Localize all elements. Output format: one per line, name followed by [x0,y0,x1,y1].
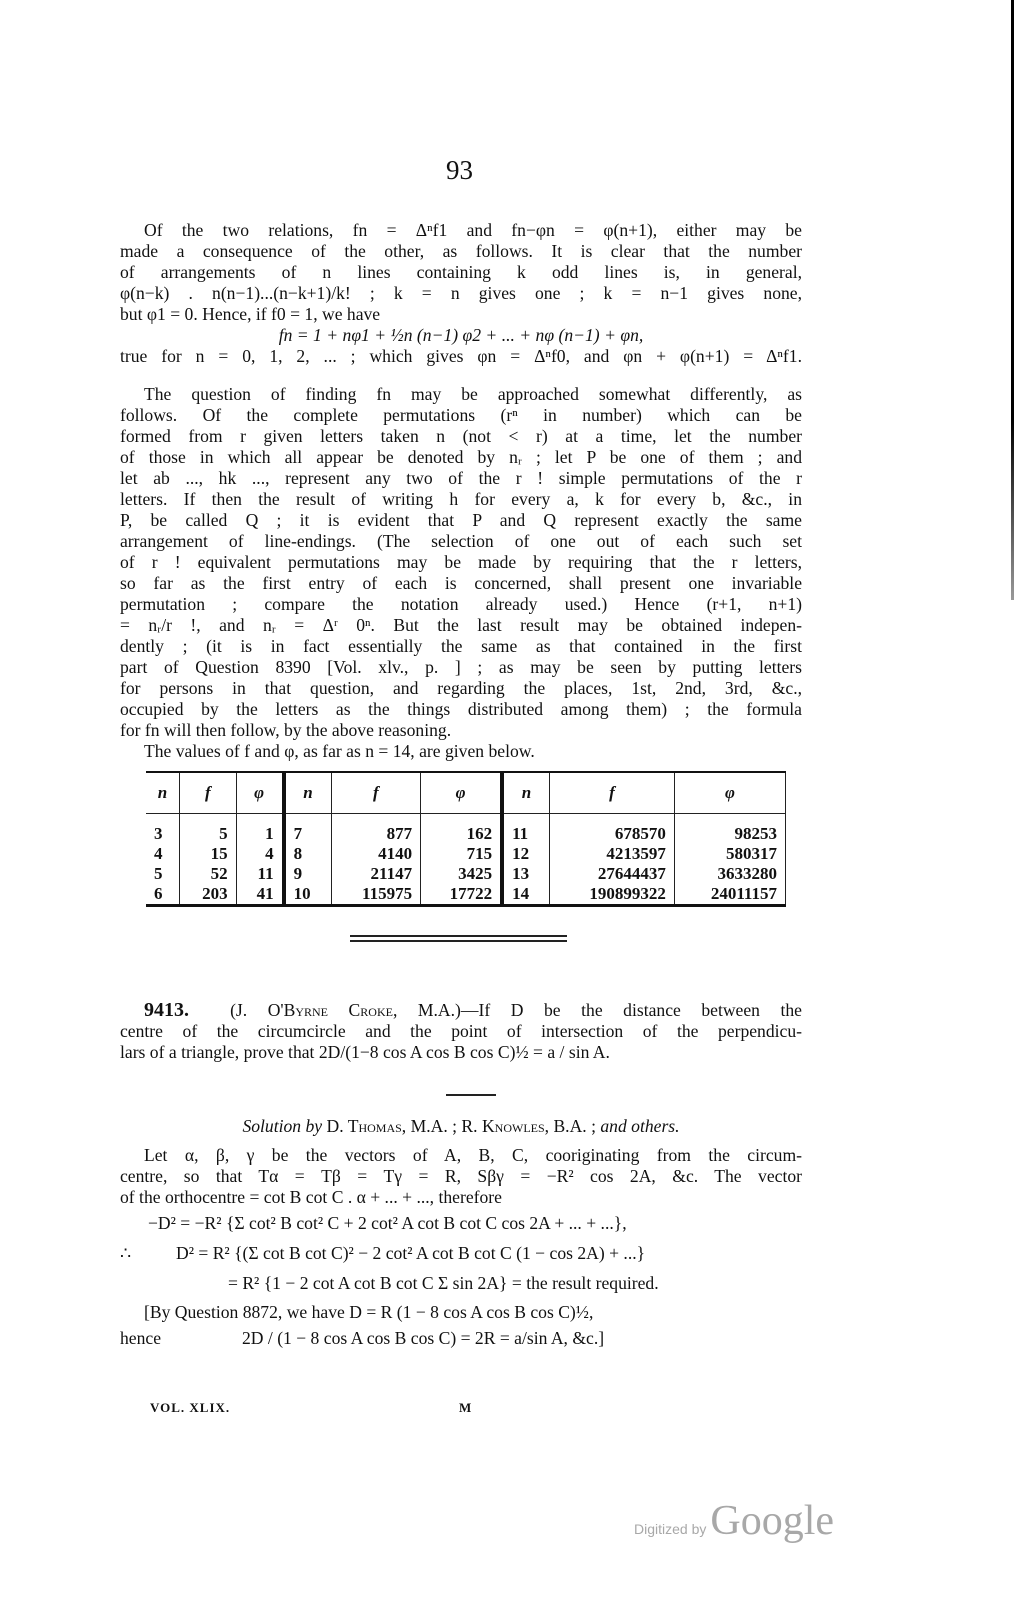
table-cell: 41 [236,884,283,906]
google-watermark [634,1497,834,1545]
hence-word: hence [120,1328,162,1348]
table-cell: 580317 [674,844,785,864]
text-line: centre, so that Tα = Tβ = Tγ = R, Sβγ = −R² cos 2A, &c. The vector [120,1166,802,1186]
page-edge-shadow [1011,0,1014,600]
note-line: 2D / (1 − 8 cos A cos B cos C) = 2R = a/sin A, &c.] [242,1328,605,1348]
text-line: of arrangements of n lines containing k odd lines is, in general, [120,262,802,282]
table-intro: The values of f and φ, as far as n = 14, are given below. [144,741,535,761]
table-cell: 10 [284,884,331,906]
table-header-row [146,772,786,814]
table-cell: 4140 [331,844,421,864]
solution [120,1116,802,1350]
values-table [146,771,786,907]
table-cell: 7 [284,814,331,845]
table-cell: 12 [502,844,549,864]
second-paragraph [120,384,802,762]
text-line: lars of a triangle, prove that 2D/(1−8 cos A cos B cos C)½ = a / sin A. [120,1042,610,1062]
solution-heading [120,1116,802,1137]
text-line: formed from r given letters taken n (not < r) at a time, let the number [120,426,802,446]
table-row [146,864,786,884]
text-line: part of Question 8390 [Vol. xlv., p. ] ; as may be seen by putting letters [120,657,802,677]
table-cell: 4213597 [549,844,674,864]
equation-row [120,1238,802,1268]
therefore-symbol: ∴ [120,1243,132,1263]
table-cell: 14 [502,884,549,906]
table-cell: 190899322 [549,884,674,906]
table-cell: 98253 [674,814,785,845]
table-cell: 715 [421,844,502,864]
text-line: The question of finding fn may be approached somewhat differently, as [144,384,802,404]
question-9413 [120,1000,802,1063]
text-line: Of the two relations, fn = Δⁿf1 and fn−φn = φ(n+1), either may be [144,220,802,240]
table-cell: 8 [284,844,331,864]
text-line: P, be called Q ; it is evident that P and Q represent exactly the same [120,510,802,530]
text-line: occupied by the letters as the things distributed among them) ; the formula [120,699,802,719]
table-cell: 678570 [549,814,674,845]
table-row [146,884,786,906]
table-cell: 3 [154,824,163,843]
col-header-n: n [284,772,331,814]
col-header-f: f [331,772,421,814]
text-line: —If D be the distance between the [460,1000,802,1020]
google-logo: Google [710,1498,835,1544]
text-line: so far as the first entry of each is concerned, shall present one invariable [120,573,802,593]
text-line: Let α, β, γ be the vectors of A, B, C, cooriginating from the circum- [144,1145,802,1165]
table-cell: 15 [179,844,236,864]
text-line: letters. If then the result of writing h for every a, k for every b, &c., in [120,489,802,509]
table-cell: 162 [421,814,502,845]
table-cell: 6 [154,884,163,903]
table-cell: 24011157 [674,884,785,906]
col-header-phi: φ [236,772,283,814]
table-cell: 27644437 [549,864,674,884]
solution-others: and others. [600,1116,680,1136]
table-cell: 11 [502,814,549,845]
text-line: let ab ..., hk ..., represent any two of the r ! simple permutations of the r [120,468,802,488]
table-cell: 5 [154,864,163,883]
table-row [146,844,786,864]
text-line: of those in which all appear be denoted by nᵣ ; let P be one of them ; and [120,447,802,467]
question-number: 9413. [144,999,189,1021]
text-line: dently ; (it is in fact essentially the same as that contained in the first [120,636,802,656]
question-author: (J. O'Byrne Croke, M.A.) [230,1000,461,1020]
col-header-n: n [502,772,549,814]
col-header-n: n [146,772,179,814]
table-row [146,814,786,845]
table-cell: 21147 [331,864,421,884]
table-cell: 3425 [421,864,502,884]
text-line: permutation ; compare the notation already used.) Hence (r+1, n+1) [120,594,802,614]
table-cell: 1 [236,814,283,845]
col-header-f: f [549,772,674,814]
text-line: φ(n−k) . n(n−1)...(n−k+1)/k! ; k = n gives one ; k = n−1 gives none, [120,283,802,303]
question-first-line [120,1000,802,1021]
text-line: true for n = 0, 1, 2, ... ; which gives φn = Δⁿf0, and φn + φ(n+1) = Δⁿf1. [120,346,802,366]
equation: −D² = −R² {Σ cot² B cot² C + 2 cot² A cot B cot C cos 2A + ... + ...}, [148,1213,627,1233]
col-header-f: f [179,772,236,814]
table-cell: 4 [154,844,163,863]
text-line: centre of the circumcircle and the point of intersection of the perpendicu- [120,1021,802,1041]
solution-by: Solution by [242,1116,323,1136]
text-line: made a consequence of the other, as follows. It is clear that the number [120,241,802,261]
table-cell: 877 [331,814,421,845]
table-cell: 52 [179,864,236,884]
equation: D² = R² {(Σ cot B cot C)² − 2 cot² A cot B cot C (1 − cos 2A) + ...} [176,1243,646,1263]
table-cell: 9 [284,864,331,884]
intro-paragraph [120,220,802,367]
table-cell: 5 [179,814,236,845]
col-header-phi: φ [674,772,785,814]
text-line: = nᵣ/r !, and nᵣ = Δʳ 0ⁿ. But the last result may be obtained indepen- [120,615,802,635]
equation: = R² {1 − 2 cot A cot B cot C Σ sin 2A} = the result required. [228,1273,659,1293]
table-cell: 13 [502,864,549,884]
table-cell: 115975 [331,884,421,906]
table-cell: 3633280 [674,864,785,884]
text-line: but φ1 = 0. Hence, if f0 = 1, we have [120,304,381,324]
section-divider [350,935,567,937]
text-line: for fn will then follow, by the above reasoning. [120,720,452,740]
note-row [120,1326,802,1350]
text-line: arrangement of line-endings. (The selection of one out of each such set [120,531,802,551]
formula: fn = 1 + nφ1 + ½n (n−1) φ2 + ... + nφ (n−1) + φn, [278,325,644,345]
table-cell: 203 [179,884,236,906]
col-header-phi: φ [421,772,502,814]
short-divider [446,1094,496,1096]
signature-mark: M [459,1400,473,1415]
table-cell: 4 [236,844,283,864]
solution-authors: D. Thomas, M.A. ; R. Knowles, B.A. ; [326,1116,596,1136]
section-divider [350,940,567,942]
text-line: follows. Of the complete permutations (rⁿ in number) which can be [120,405,802,425]
table-cell: 17722 [421,884,502,906]
text-line: of r ! equivalent permutations may be made by requiring that the r letters, [120,552,802,572]
text-line: for persons in that question, and regarding the places, 1st, 2nd, 3rd, &c., [120,678,802,698]
table-cell: 11 [236,864,283,884]
note-line: [By Question 8872, we have D = R (1 − 8 cos A cos B cos C)½, [144,1302,594,1322]
volume-label: VOL. XLIX. [150,1400,231,1415]
text-line: of the orthocentre = cot B cot C . α + ... + ..., therefore [120,1187,502,1207]
digitized-by-text: Digitized by [634,1521,707,1537]
page-number: 93 [446,155,473,185]
